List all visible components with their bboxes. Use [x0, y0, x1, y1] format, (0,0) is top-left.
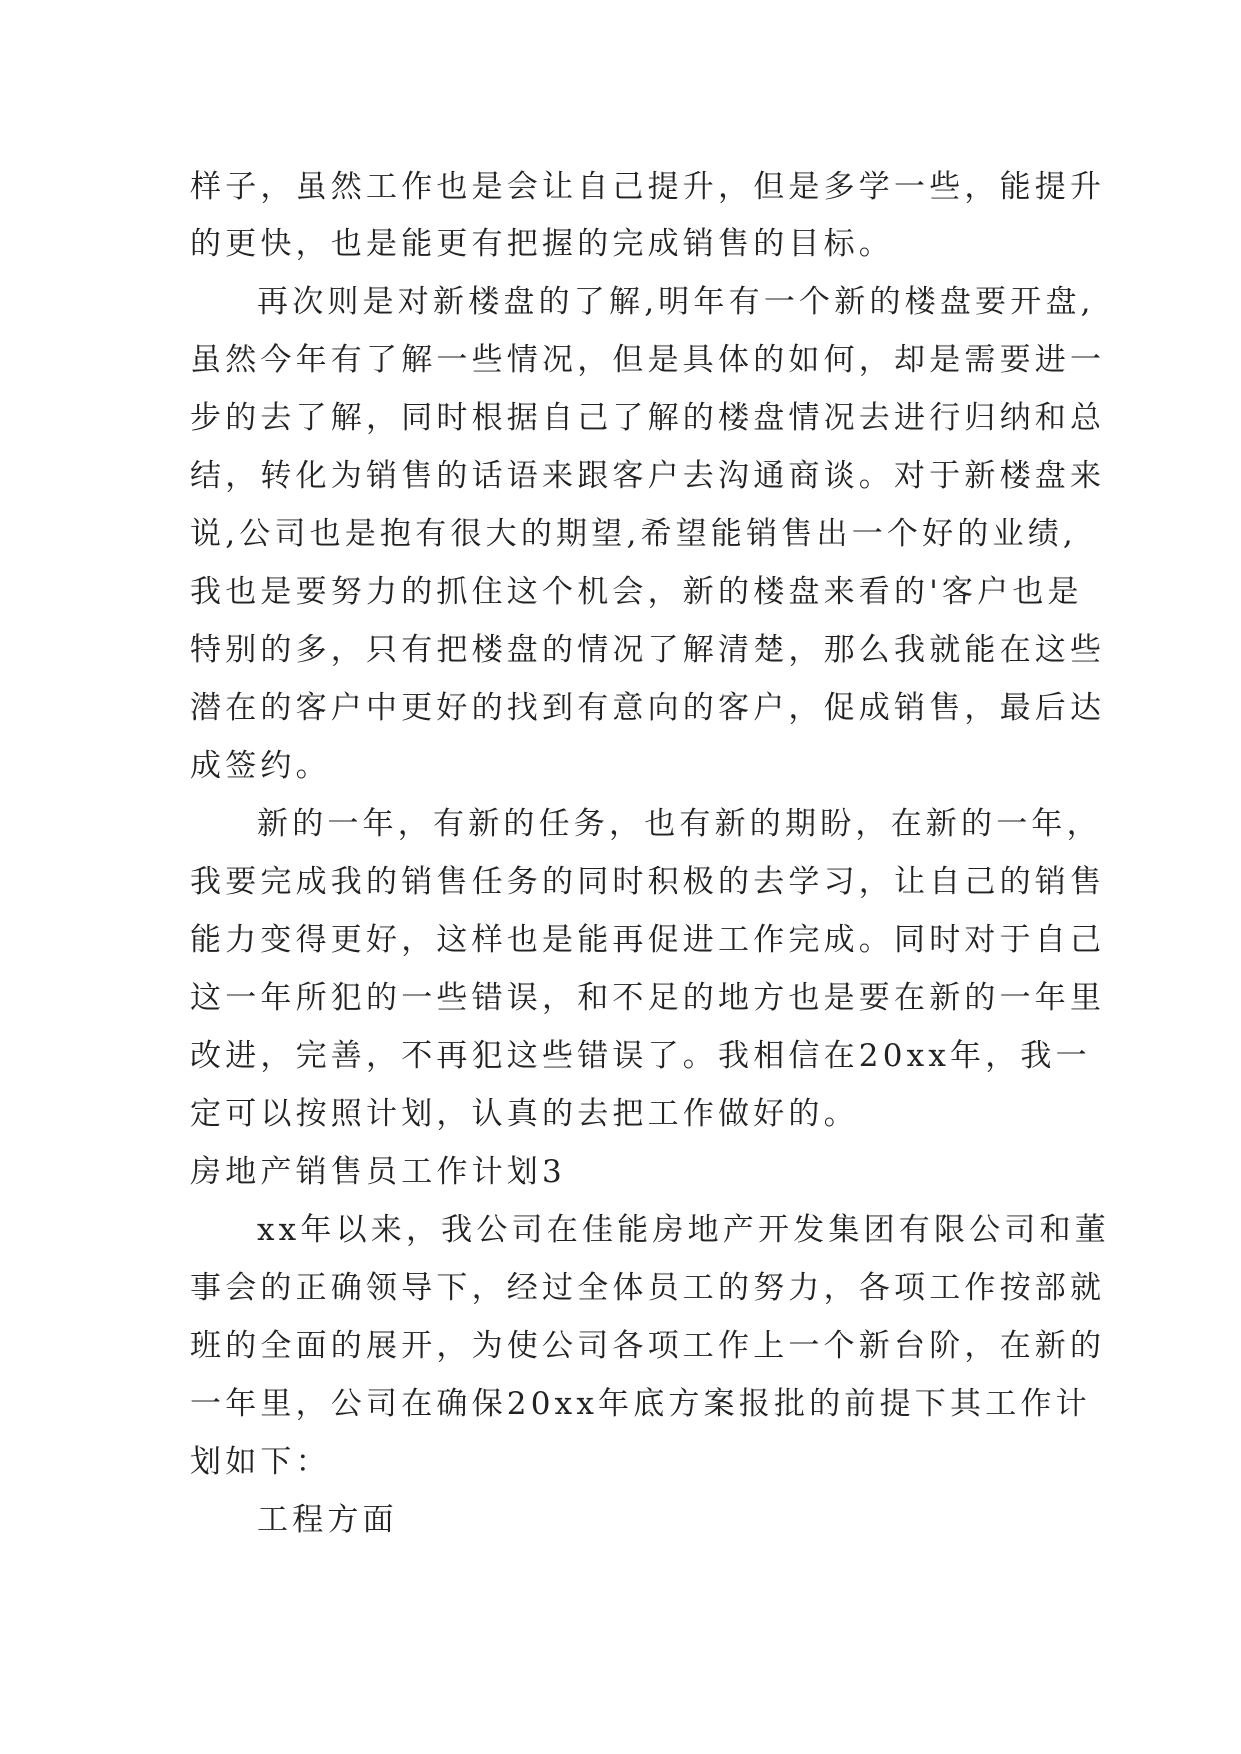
text-line: 特别的多，只有把楼盘的情况了解清楚，那么我就能在这些 [190, 632, 1106, 668]
text-line: 我也是要努力的抓住这个机会，新的楼盘来看的'客户也是 [190, 574, 1083, 610]
text-line: 划如下： [190, 1444, 331, 1480]
text-line: 样子，虽然工作也是会让自己提升，但是多学一些，能提升 [190, 169, 1106, 205]
text-line: 这一年所犯的一些错误，和不足的地方也是要在新的一年里 [190, 980, 1106, 1016]
text-line: 能力变得更好，这样也是能再促进工作完成。同时对于自己 [190, 922, 1106, 958]
text-line: 我要完成我的销售任务的同时积极的去学习，让自己的销售 [190, 864, 1106, 900]
text-line: 步的去了解，同时根据自己了解的楼盘情况去进行归纳和总 [190, 400, 1106, 436]
subsection-heading: 工程方面 [257, 1502, 398, 1538]
text-line: 说,公司也是抱有很大的期望,希望能销售出一个好的业绩, [190, 516, 1077, 552]
text-line: 事会的正确领导下，经过全体员工的努力，各项工作按部就 [190, 1270, 1106, 1306]
text-line: 的更快，也是能更有把握的完成销售的目标。 [190, 226, 894, 262]
text-line: 结，转化为销售的话语来跟客户去沟通商谈。对于新楼盘来 [190, 458, 1106, 494]
section-heading: 房地产销售员工作计划3 [190, 1154, 566, 1190]
text-line: 一年里，公司在确保20xx年底方案报批的前提下其工作计 [190, 1386, 1091, 1422]
text-line: 再次则是对新楼盘的了解,明年有一个新的楼盘要开盘, [257, 284, 1095, 320]
text-line: 定可以按照计划，认真的去把工作做好的。 [190, 1096, 859, 1132]
text-line: 班的全面的展开，为使公司各项工作上一个新台阶，在新的 [190, 1328, 1106, 1364]
text-line: 改进，完善，不再犯这些错误了。我相信在20xx年，我一 [190, 1038, 1091, 1074]
text-line: 新的一年，有新的任务，也有新的期盼，在新的一年， [257, 806, 1102, 842]
text-line: 虽然今年有了解一些情况，但是具体的如何，却是需要进一 [190, 342, 1106, 378]
text-line: xx年以来，我公司在佳能房地产开发集团有限公司和董 [257, 1212, 1110, 1248]
text-line: 成签约。 [190, 748, 331, 784]
text-line: 潜在的客户中更好的找到有意向的客户，促成销售，最后达 [190, 690, 1106, 726]
